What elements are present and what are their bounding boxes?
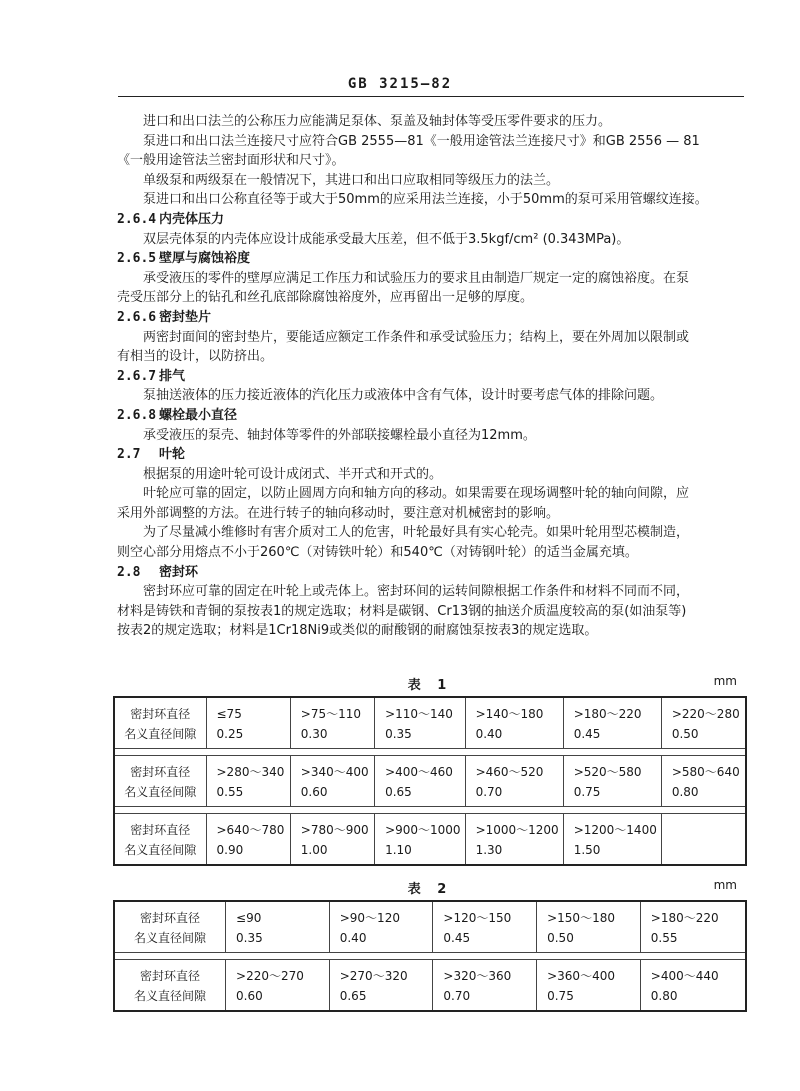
- diameter-range: >120～150: [443, 911, 512, 925]
- clearance-value: 0.60: [236, 989, 263, 1003]
- section-number: 2.6.5: [117, 251, 157, 267]
- clearance-value: 0.55: [650, 931, 678, 945]
- table-cell: [290, 756, 374, 807]
- clearance-value: 0.40: [475, 727, 503, 741]
- clearance-value: 0.80: [650, 989, 678, 1003]
- section-heading: [117, 308, 747, 328]
- table-cell: [465, 814, 563, 866]
- paragraph-line: 有相当的设计，以防挤出。: [117, 349, 274, 365]
- table-cell: [329, 901, 433, 953]
- diameter-range: >460～520: [475, 765, 544, 779]
- diameter-range: >580～640: [671, 765, 740, 779]
- table-cell: [661, 814, 746, 866]
- section-number: 2.8: [117, 564, 141, 580]
- paragraph-line: 泵进口和出口法兰连接尺寸应符合GB 2555—81《一般用途管法兰连接尺寸》和GB 2556 — 81: [143, 133, 700, 149]
- paragraph-line: 泵进口和出口公称直径等于或大于50mm的应采用法兰连接，小于50mm的泵可采用管螺纹连接。: [143, 192, 708, 208]
- table-cell: [329, 960, 433, 1012]
- paragraph-line: 按表2的规定选取；材料是1Cr18Ni9或类似的耐酸钢的耐腐蚀泵按表3的规定选取。: [117, 623, 598, 639]
- section-number: 2.7: [117, 447, 141, 463]
- diameter-range: >340～400: [300, 765, 369, 779]
- table-cell: [661, 756, 746, 807]
- label-diameter: 密封环直径: [140, 911, 201, 925]
- table-cell: [375, 756, 466, 807]
- clearance-value: 0.50: [547, 931, 574, 945]
- diameter-range: ≤90: [236, 911, 262, 925]
- label-clearance: 名义直径间隙: [124, 785, 197, 799]
- table-row: [114, 814, 746, 866]
- section-number: 2.6.4: [117, 211, 157, 227]
- header-rule: [118, 96, 744, 97]
- section-heading: [117, 406, 747, 426]
- table2: [113, 900, 747, 1012]
- diameter-range: >320～360: [443, 969, 512, 983]
- row-label: [114, 960, 226, 1012]
- table1-unit: mm: [713, 674, 737, 688]
- clearance-value: 0.75: [547, 989, 574, 1003]
- diameter-range: >520～580: [573, 765, 642, 779]
- paragraph-line: 采用外部调整的方法。在进行转子的轴向移动时，要注意对机械密封的影响。: [117, 505, 560, 521]
- table-cell: [465, 756, 563, 807]
- clearance-value: 0.35: [236, 931, 263, 945]
- clearance-value: 0.25: [216, 727, 244, 741]
- clearance-value: 0.40: [339, 931, 367, 945]
- diameter-range: >220～280: [671, 707, 740, 721]
- paragraph-line: 则空心部分用熔点不小于260℃（对铸铁叶轮）和540℃（对铸钢叶轮）的适当金属充填。: [117, 545, 638, 561]
- table-cell: [206, 697, 290, 749]
- diameter-range: >75～110: [300, 707, 362, 721]
- clearance-value: 0.35: [385, 727, 412, 741]
- diameter-range: >90～120: [339, 911, 400, 925]
- clearance-value: 0.65: [339, 989, 367, 1003]
- table-row: [114, 756, 746, 807]
- paragraph-line: 两密封面间的密封垫片，要能适应额定工作条件和承受试验压力；结构上，要在外周加以限制或: [143, 329, 690, 345]
- diameter-range: >180～220: [650, 911, 719, 925]
- table-row: [114, 697, 746, 749]
- clearance-value: 0.75: [573, 785, 601, 799]
- section-title: 内壳体压力: [159, 211, 225, 227]
- table2-title: 表 2: [407, 882, 453, 897]
- table-cell: [290, 814, 374, 866]
- section-number: 2.6.8: [117, 407, 157, 423]
- section-title: 排气: [159, 368, 186, 384]
- paragraph-line: 单级泵和两级泵在一般情况下，其进口和出口应取相同等级压力的法兰。: [143, 172, 560, 188]
- paragraph-line: 承受液压的泵壳、轴封体等零件的外部联接螺栓最小直径为12mm。: [143, 427, 536, 443]
- section-number: 2.6.6: [117, 309, 157, 325]
- table1-title: 表 1: [407, 678, 453, 693]
- clearance-value: 0.45: [573, 727, 601, 741]
- diameter-range: >280～340: [216, 765, 285, 779]
- table-cell: [433, 960, 537, 1012]
- table-cell: [375, 697, 466, 749]
- section-heading: [117, 367, 747, 387]
- diameter-range: >780～900: [300, 823, 369, 837]
- clearance-value: 1.10: [385, 843, 412, 857]
- diameter-range: >360～400: [547, 969, 615, 983]
- diameter-range: ≤75: [216, 707, 242, 721]
- label-diameter: 密封环直径: [130, 765, 191, 779]
- diameter-range: >1000～1200: [475, 823, 559, 837]
- table-cell: [206, 756, 290, 807]
- section-heading: [117, 563, 747, 583]
- clearance-value: 0.65: [385, 785, 412, 799]
- diameter-range: >180～220: [573, 707, 642, 721]
- paragraph-line: 密封环应可靠的固定在叶轮上或壳体上。密封环间的运转间隙根据工作条件和材料不同而不同，: [143, 584, 690, 600]
- diameter-range: >400～440: [650, 969, 719, 983]
- table1: [113, 696, 747, 866]
- diameter-range: >140～180: [475, 707, 544, 721]
- diameter-range: >270～320: [339, 969, 408, 983]
- diameter-range: >900～1000: [385, 823, 461, 837]
- section-title: 壁厚与腐蚀裕度: [159, 251, 251, 267]
- row-label: [114, 814, 206, 866]
- clearance-value: 1.30: [475, 843, 503, 857]
- diameter-range: >220～270: [236, 969, 304, 983]
- label-clearance: 名义直径间隙: [134, 931, 207, 945]
- diameter-range: >110～140: [385, 707, 453, 721]
- table-cell: [537, 901, 641, 953]
- section-title: 密封环: [159, 564, 199, 580]
- paragraph-line: 根据泵的用途叶轮可设计成闭式、半开式和开式的。: [143, 466, 443, 482]
- page-header: GB 3215—82: [347, 76, 453, 92]
- table-cell: [640, 960, 746, 1012]
- paragraph-line: 双层壳体泵的内壳体应设计成能承受最大压差，但不低于3.5kgf/cm² (0.343MPa)。: [143, 231, 630, 247]
- clearance-value: 0.50: [671, 727, 699, 741]
- diameter-range: >400～460: [385, 765, 453, 779]
- body-text: [117, 112, 747, 641]
- clearance-value: 1.50: [573, 843, 601, 857]
- table-cell: [563, 756, 661, 807]
- section-heading: [117, 249, 747, 269]
- clearance-value: 0.80: [671, 785, 699, 799]
- clearance-value: 0.90: [216, 843, 244, 857]
- table-cell: [465, 697, 563, 749]
- table-cell: [563, 697, 661, 749]
- table-cell: [375, 814, 466, 866]
- table-cell: [640, 901, 746, 953]
- table-cell: [290, 697, 374, 749]
- table2-unit: mm: [713, 878, 737, 892]
- label-diameter: 密封环直径: [140, 969, 201, 983]
- table-cell: [206, 814, 290, 866]
- paragraph-line: 壳受压部分上的钻孔和丝孔底部除腐蚀裕度外，应再留出一足够的厚度。: [117, 290, 534, 306]
- section-heading: [117, 210, 747, 230]
- section-number: 2.6.7: [117, 368, 157, 384]
- row-label: [114, 756, 206, 807]
- clearance-value: 0.30: [300, 727, 328, 741]
- paragraph-line: 为了尽量减小维修时有害介质对工人的危害，叶轮最好具有实心轮壳。如果叶轮用型芯模制造，: [143, 525, 690, 541]
- paragraph-line: 《一般用途管法兰密封面形状和尺寸》。: [117, 153, 345, 169]
- label-clearance: 名义直径间隙: [134, 989, 207, 1003]
- section-title: 密封垫片: [159, 309, 212, 325]
- table-cell: [433, 901, 537, 953]
- table-cell: [661, 697, 746, 749]
- paragraph-line: 承受液压的零件的壁厚应满足工作压力和试验压力的要求且由制造厂规定一定的腐蚀裕度。在泵: [143, 270, 690, 286]
- table-cell: [226, 960, 330, 1012]
- table-cell: [537, 960, 641, 1012]
- clearance-value: 0.45: [443, 931, 471, 945]
- table-cell: [563, 814, 661, 866]
- label-clearance: 名义直径间隙: [124, 843, 197, 857]
- section-title: 螺栓最小直径: [159, 407, 238, 423]
- clearance-value: 0.70: [443, 989, 471, 1003]
- label-clearance: 名义直径间隙: [124, 727, 197, 741]
- label-diameter: 密封环直径: [130, 823, 191, 837]
- clearance-value: 1.00: [300, 843, 328, 857]
- table-row: [114, 901, 746, 953]
- paragraph-line: 材料是铸铁和青铜的泵按表1的规定选取；材料是碳钢、Cr13钢的抽送介质温度较高的泵(如油泵等): [117, 603, 687, 619]
- label-diameter: 密封环直径: [130, 707, 191, 721]
- row-label: [114, 901, 226, 953]
- clearance-value: 0.60: [300, 785, 328, 799]
- paragraph-line: 泵抽送液体的压力接近液体的汽化压力或液体中含有气体，设计时要考虑气体的排除问题。: [143, 388, 664, 404]
- diameter-range: >640～780: [216, 823, 285, 837]
- table-cell: [226, 901, 330, 953]
- paragraph-line: 进口和出口法兰的公称压力应能满足泵体、泵盖及轴封体等受压零件要求的压力。: [143, 114, 612, 129]
- section-heading: [117, 445, 747, 465]
- clearance-value: 0.55: [216, 785, 244, 799]
- diameter-range: >150～180: [547, 911, 615, 925]
- paragraph-line: 叶轮应可靠的固定，以防止圆周方向和轴方向的移动。如果需要在现场调整叶轮的轴向间隙，应: [143, 486, 690, 502]
- table-row: [114, 960, 746, 1012]
- row-label: [114, 697, 206, 749]
- diameter-range: >1200～1400: [573, 823, 657, 837]
- section-title: 叶轮: [159, 447, 186, 463]
- clearance-value: 0.70: [475, 785, 503, 799]
